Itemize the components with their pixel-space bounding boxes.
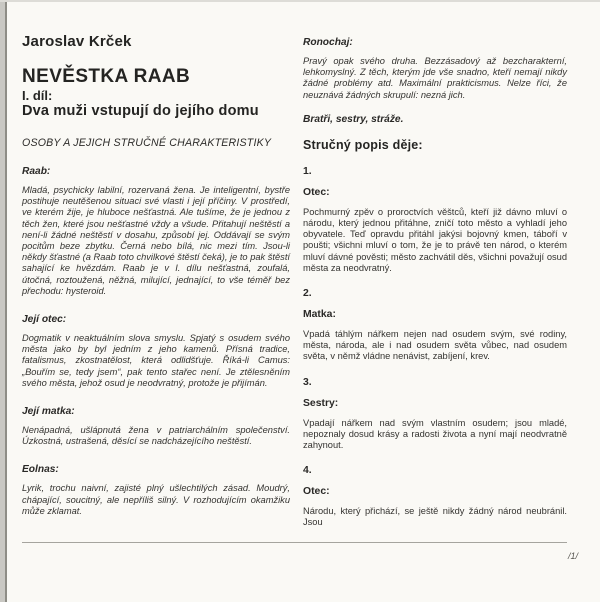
- part-title: Dva muži vstupují do jejího domu: [22, 103, 259, 119]
- scene-entry: [303, 465, 567, 528]
- scene-text: Pochmurný zpěv o proroctvích věštců, kteří již dávno mluví o národu, který jednou přitáhne, zničí toto město a vyhladí jeho obyvatele. Teď opravdu přitáhl jakýsi bojovný kmen, táboří v poušti; všichni mluví o tom, že je to právě ten národ, o kterém mluví dávné pověsti; město zachvátil děs, všichni považují osud města za neodvratný.: [303, 206, 567, 273]
- scene-number: 2.: [303, 288, 312, 300]
- scene-text: Vpadají nářkem nad svým vlastním osudem; jsou mladé, nepoznaly dosud krásy a radosti života a nyní mají neodvratně zahynout.: [303, 417, 567, 451]
- part-label: I. díl:: [22, 88, 53, 103]
- footer-divider: [22, 542, 567, 543]
- page-left-scan-edge: [0, 2, 7, 602]
- scene-number: 3.: [303, 376, 312, 388]
- scene-number: 4.: [303, 465, 312, 477]
- character-entry: [22, 464, 290, 517]
- left-column: [22, 2, 290, 529]
- work-title: NEVĚSTKA RAAB: [22, 66, 191, 87]
- scene-speaker: Sestry:: [303, 397, 339, 409]
- author-name: Jaroslav Krček: [22, 33, 132, 50]
- character-name: Ronochaj:: [303, 37, 353, 48]
- character-description: Pravý opak svého druha. Bezzásadový až bezcharakterní, lehkomyslný. Z těch, kterým jde vše snadno, kteří nemají nikdy žádné problémy atd. Maximální prakticismus. Nelze říci, že neuznává žádných skrupulí: nezná jich.: [303, 56, 567, 100]
- scene-text: Národu, který přichází, se ještě nikdy žádný národ neubránil. Jsou: [303, 506, 567, 528]
- character-description: Dogmatik v neaktuálním slova smyslu. Spjatý s osudem svého města jako by byl jedním z jeho kamenů. Přísná tradice, fatalismus, zkostnatělost, která odlidšťuje. Říká-li Camus: „Bouřím se, tedy jsem“, pak tento stařec není. Je ztělesněním svého města, jehož osud je neodvratný, protože je přijímán.: [22, 333, 290, 388]
- character-name: Eolnas:: [22, 464, 59, 476]
- scene-speaker: Otec:: [303, 486, 330, 498]
- scene-speaker: Matka:: [303, 309, 336, 321]
- character-name: Její matka:: [22, 406, 75, 418]
- character-name: Její otec:: [22, 314, 67, 326]
- other-characters-line: Bratři, sestry, stráže.: [303, 113, 404, 125]
- character-description: Lyrik, trochu naivní, zajisté plný ušlechtilých zásad. Moudrý, chápající, soucitný, ale nepříliš silný. V rozhodujícím okamžiku může zklamat.: [22, 483, 290, 516]
- character-entry: [303, 37, 567, 101]
- character-entry: [22, 406, 290, 447]
- scene-speaker: Otec:: [303, 186, 330, 198]
- scene-text: Vpadá táhlým nářkem nejen nad osudem svým, své rodiny, města, národa, ale i nad osudem světa vůbec, nad osudem světa, v němž vládne nenávist, zabíjení, krev.: [303, 329, 567, 362]
- scene-entry: [303, 288, 567, 363]
- character-description: Nenápadná, ušlápnutá žena v patriarchálním společenství. Úzkostná, ustrašená, děsící se nadcházejícího neštěstí.: [22, 425, 290, 447]
- characters-section-heading: OSOBY A JEJICH STRUČNÉ CHARAKTERISTIKY: [22, 137, 272, 149]
- scene-entry: [303, 377, 567, 452]
- page-content: [22, 2, 589, 529]
- character-entry: [22, 166, 290, 297]
- character-name: Raab:: [22, 166, 51, 177]
- scene-entry: [303, 166, 567, 274]
- character-description: Mladá, psychicky labilní, rozervaná žena. Je inteligentní, bystře postihuje neutěšenou situaci své vlasti i její příčiny. V prostředí, ve kterém žije, je hluboce nešťastná. Ale tušíme, že je jednou z těch žen, které jsou nešťastné vždy a všude. Přitahují neštěstí a není-li žádné neštěstí v dosahu, způsobí jej. Oddávají se svým pocitům beze zbytku. Černá nebo bílá, nic mezi tím. Jsou-li někdy šťastné (a Raab toto chvilkové štěstí čeká), je to pak štěstí sahající ke hvězdám. Raab je v I. dílu nešťastná, zoufalá, útočná, roztoužená, něžná, milující, jednající, to vše téměř bez přechodu: hysteroid.: [22, 185, 290, 296]
- right-column: [303, 2, 567, 529]
- character-entry: [22, 314, 290, 389]
- scene-number: 1.: [303, 165, 312, 177]
- page-number: /1/: [567, 551, 578, 561]
- synopsis-heading: Stručný popis děje:: [303, 137, 423, 152]
